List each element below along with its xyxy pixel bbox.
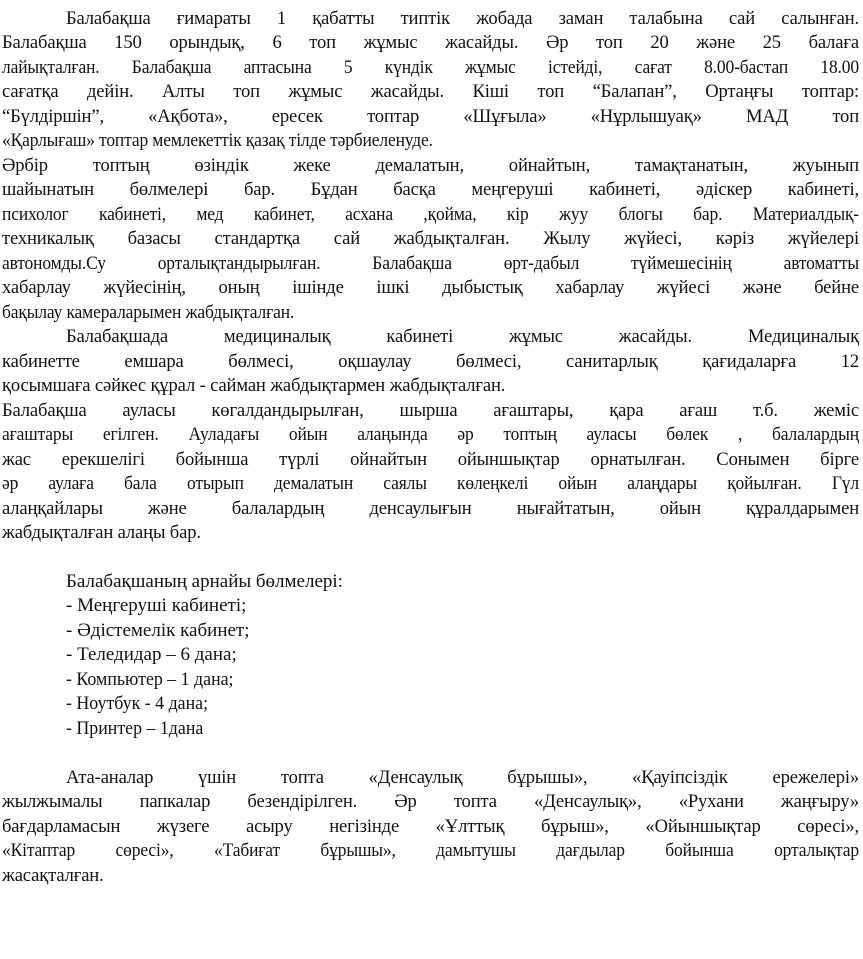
- text-line: автономды.Су орталықтандырылған. Балабақша өрт-дабыл түймешесінің автоматты: [2, 253, 859, 274]
- text-line: қосымшаға сәйкес құрал - сайман жабдықтармен жабдықталған.: [2, 375, 506, 396]
- text-line: лайықталған. Балабақша аптасына 5 күндік жұмыс істейді, сағат 8.00-бастап 18.00: [2, 57, 859, 78]
- text-line: жабдықталған алаңы бар.: [2, 522, 201, 543]
- text-line: Әрбір топтың өзіндік жеке демалатын, ойнайтын, тамақтанатын, жуынып: [2, 155, 859, 176]
- text-line: әр аулаға бала отырып демалатын саялы көлеңкелі ойын алаңдары қойылған. Гүл: [2, 473, 859, 494]
- text-line: ағаштары егілген. Ауладағы ойын алаңында әр топтың ауласы бөлек , балалардың: [2, 424, 859, 445]
- text-line: бақылау камераларымен жабдықталған.: [2, 302, 295, 323]
- text-line: психолог кабинеті, мед кабинет, асхана ,қойма, кір жуу блогы бар. Материалдық-: [2, 204, 859, 225]
- text-line: «Кітаптар сөресі», «Табиғат бұрышы», дамытушы дағдылар бойынша орталықтар: [2, 840, 859, 861]
- text-line: «Қарлығаш» топтар мемлекеттік қазақ тілде тәрбиеленуде.: [2, 130, 433, 151]
- text-line: хабарлау жүйесінің, оның ішінде ішкі дыбыстық хабарлау жүйесі және бейне: [2, 277, 859, 298]
- text-line: Балабақша 150 орындық, 6 топ жұмыс жасайды. Әр топ 20 және 25 балаға: [2, 32, 859, 53]
- text-line: бағдарламасын жүзеге асыру негізінде «Ұлттық бұрыш», «Ойыншықтар сөресі»,: [2, 816, 859, 837]
- list-item: - Әдістемелік кабинет;: [66, 620, 250, 641]
- list-item: - Компьютер – 1 дана;: [66, 669, 234, 690]
- text-line: жасақталған.: [2, 865, 104, 886]
- list-item: - Ноутбук - 4 дана;: [66, 693, 209, 714]
- text-line: Балабақша ауласы көгалдандырылған, шырша ағаштары, қара ағаш т.б. жеміс: [2, 400, 859, 421]
- list-item: - Теледидар – 6 дана;: [66, 644, 237, 665]
- text-line: жылжымалы папкалар безендірілген. Әр топта «Денсаулық», «Рухани жаңғыру»: [2, 791, 859, 812]
- text-line: сағатқа дейін. Алты топ жұмыс жасайды. Кіші топ “Балапан”, Ортаңғы топтар:: [2, 81, 859, 102]
- list-item: - Меңгеруші кабинеті;: [66, 595, 247, 616]
- rooms-heading: Балабақшаның арнайы бөлмелері:: [66, 571, 343, 592]
- text-line: алаңқайлары және балалардың денсаулығын нығайтатын, ойын құралдарымен: [2, 498, 859, 519]
- text-line: “Бүлдіршін”, «Ақбота», ересек топтар «Шұғыла» «Нұрлышуақ» МАД топ: [2, 106, 859, 127]
- text-line: Ата-аналар үшін топта «Денсаулық бұрышы», «Қауіпсіздік ережелері»: [66, 767, 859, 788]
- text-line: шайынатын бөлмелері бар. Бұдан басқа меңгеруші кабинеті, әдіскер кабинеті,: [2, 179, 859, 200]
- text-line: Балабақша ғимараты 1 қабатты типтік жобада заман талабына сай салынған.: [66, 8, 859, 29]
- text-line: жас ерекшелігі бойынша түрлі ойнайтын ойыншықтар орнатылған. Сонымен бірге: [2, 449, 859, 470]
- text-line: кабинетте емшара бөлмесі, оқшаулау бөлмесі, санитарлық қағидаларға 12: [2, 351, 859, 372]
- text-line: Балабақшада медициналық кабинеті жұмыс жасайды. Медициналық: [66, 326, 859, 347]
- text-line: техникалық базасы стандартқа сай жабдықталған. Жылу жүйесі, кәріз жүйелері: [2, 228, 859, 249]
- list-item: - Принтер – 1дана: [66, 718, 204, 739]
